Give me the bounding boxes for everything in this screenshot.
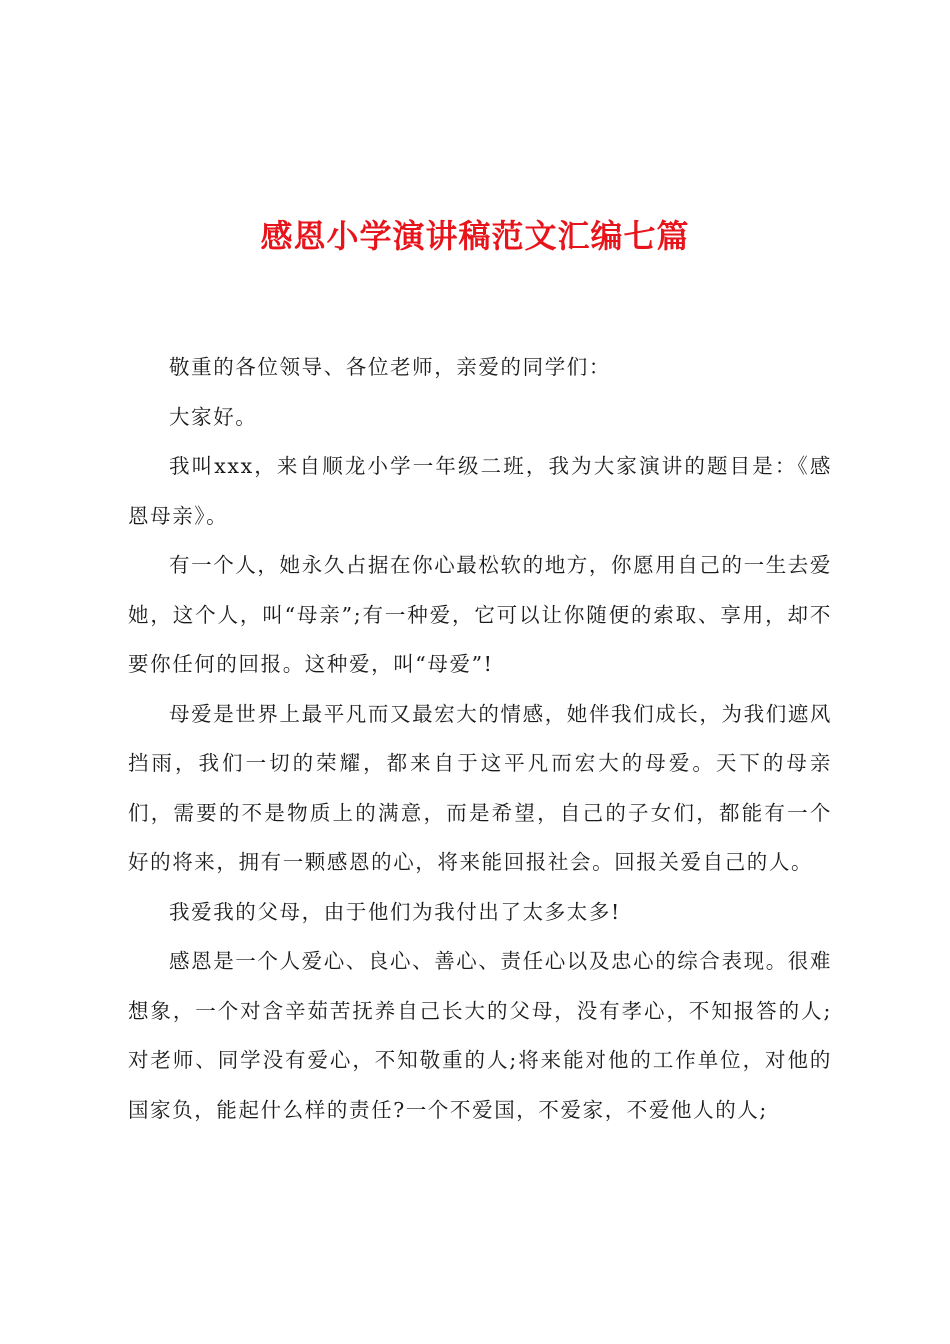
paragraph-introduction: 我叫xxx，来自顺龙小学一年级二班，我为大家演讲的题目是：《感恩母亲》。 <box>128 454 832 528</box>
paragraph-mother-love: 母爱是世界上最平凡而又最宏大的情感，她伴我们成长，为我们遮风挡雨，我们一切的荣耀，都来自于这平凡而宏大的母爱。天下的母亲们，需要的不是物质上的满意，而是希望，自己的子女们，都能有一个好的将来，拥有一颗感恩的心，将来能回报社会。回报关爱自己的人。 <box>128 701 832 874</box>
paragraph-salutation: 敬重的各位领导、各位老师，亲爱的同学们： <box>169 355 611 379</box>
paragraph-gratitude: 感恩是一个人爱心、良心、善心、责任心以及忠心的综合表现。很难想象，一个对含辛茹苦抚养自己长大的父母，没有孝心，不知报答的人;对老师、同学没有爱心，不知敬重的人;将来能对他的工作单位，对他的国家负，能起什么样的责任?一个不爱国，不爱家，不爱他人的人; <box>128 949 832 1122</box>
paragraph-greeting: 大家好。 <box>169 404 258 429</box>
document-title: 感恩小学演讲稿范文汇编七篇 <box>260 217 690 255</box>
paragraph-love-parents: 我爱我的父母，由于他们为我付出了太多太多! <box>169 899 621 924</box>
document-body <box>128 343 832 1135</box>
paragraph-mother-definition: 有一个人，她永久占据在你心最松软的地方，你愿用自己的一生去爱她，这个人，叫“母亲”;有一种爱，它可以让你随便的索取、享用，却不要你任何的回报。这种爱，叫“母爱”! <box>128 553 832 676</box>
